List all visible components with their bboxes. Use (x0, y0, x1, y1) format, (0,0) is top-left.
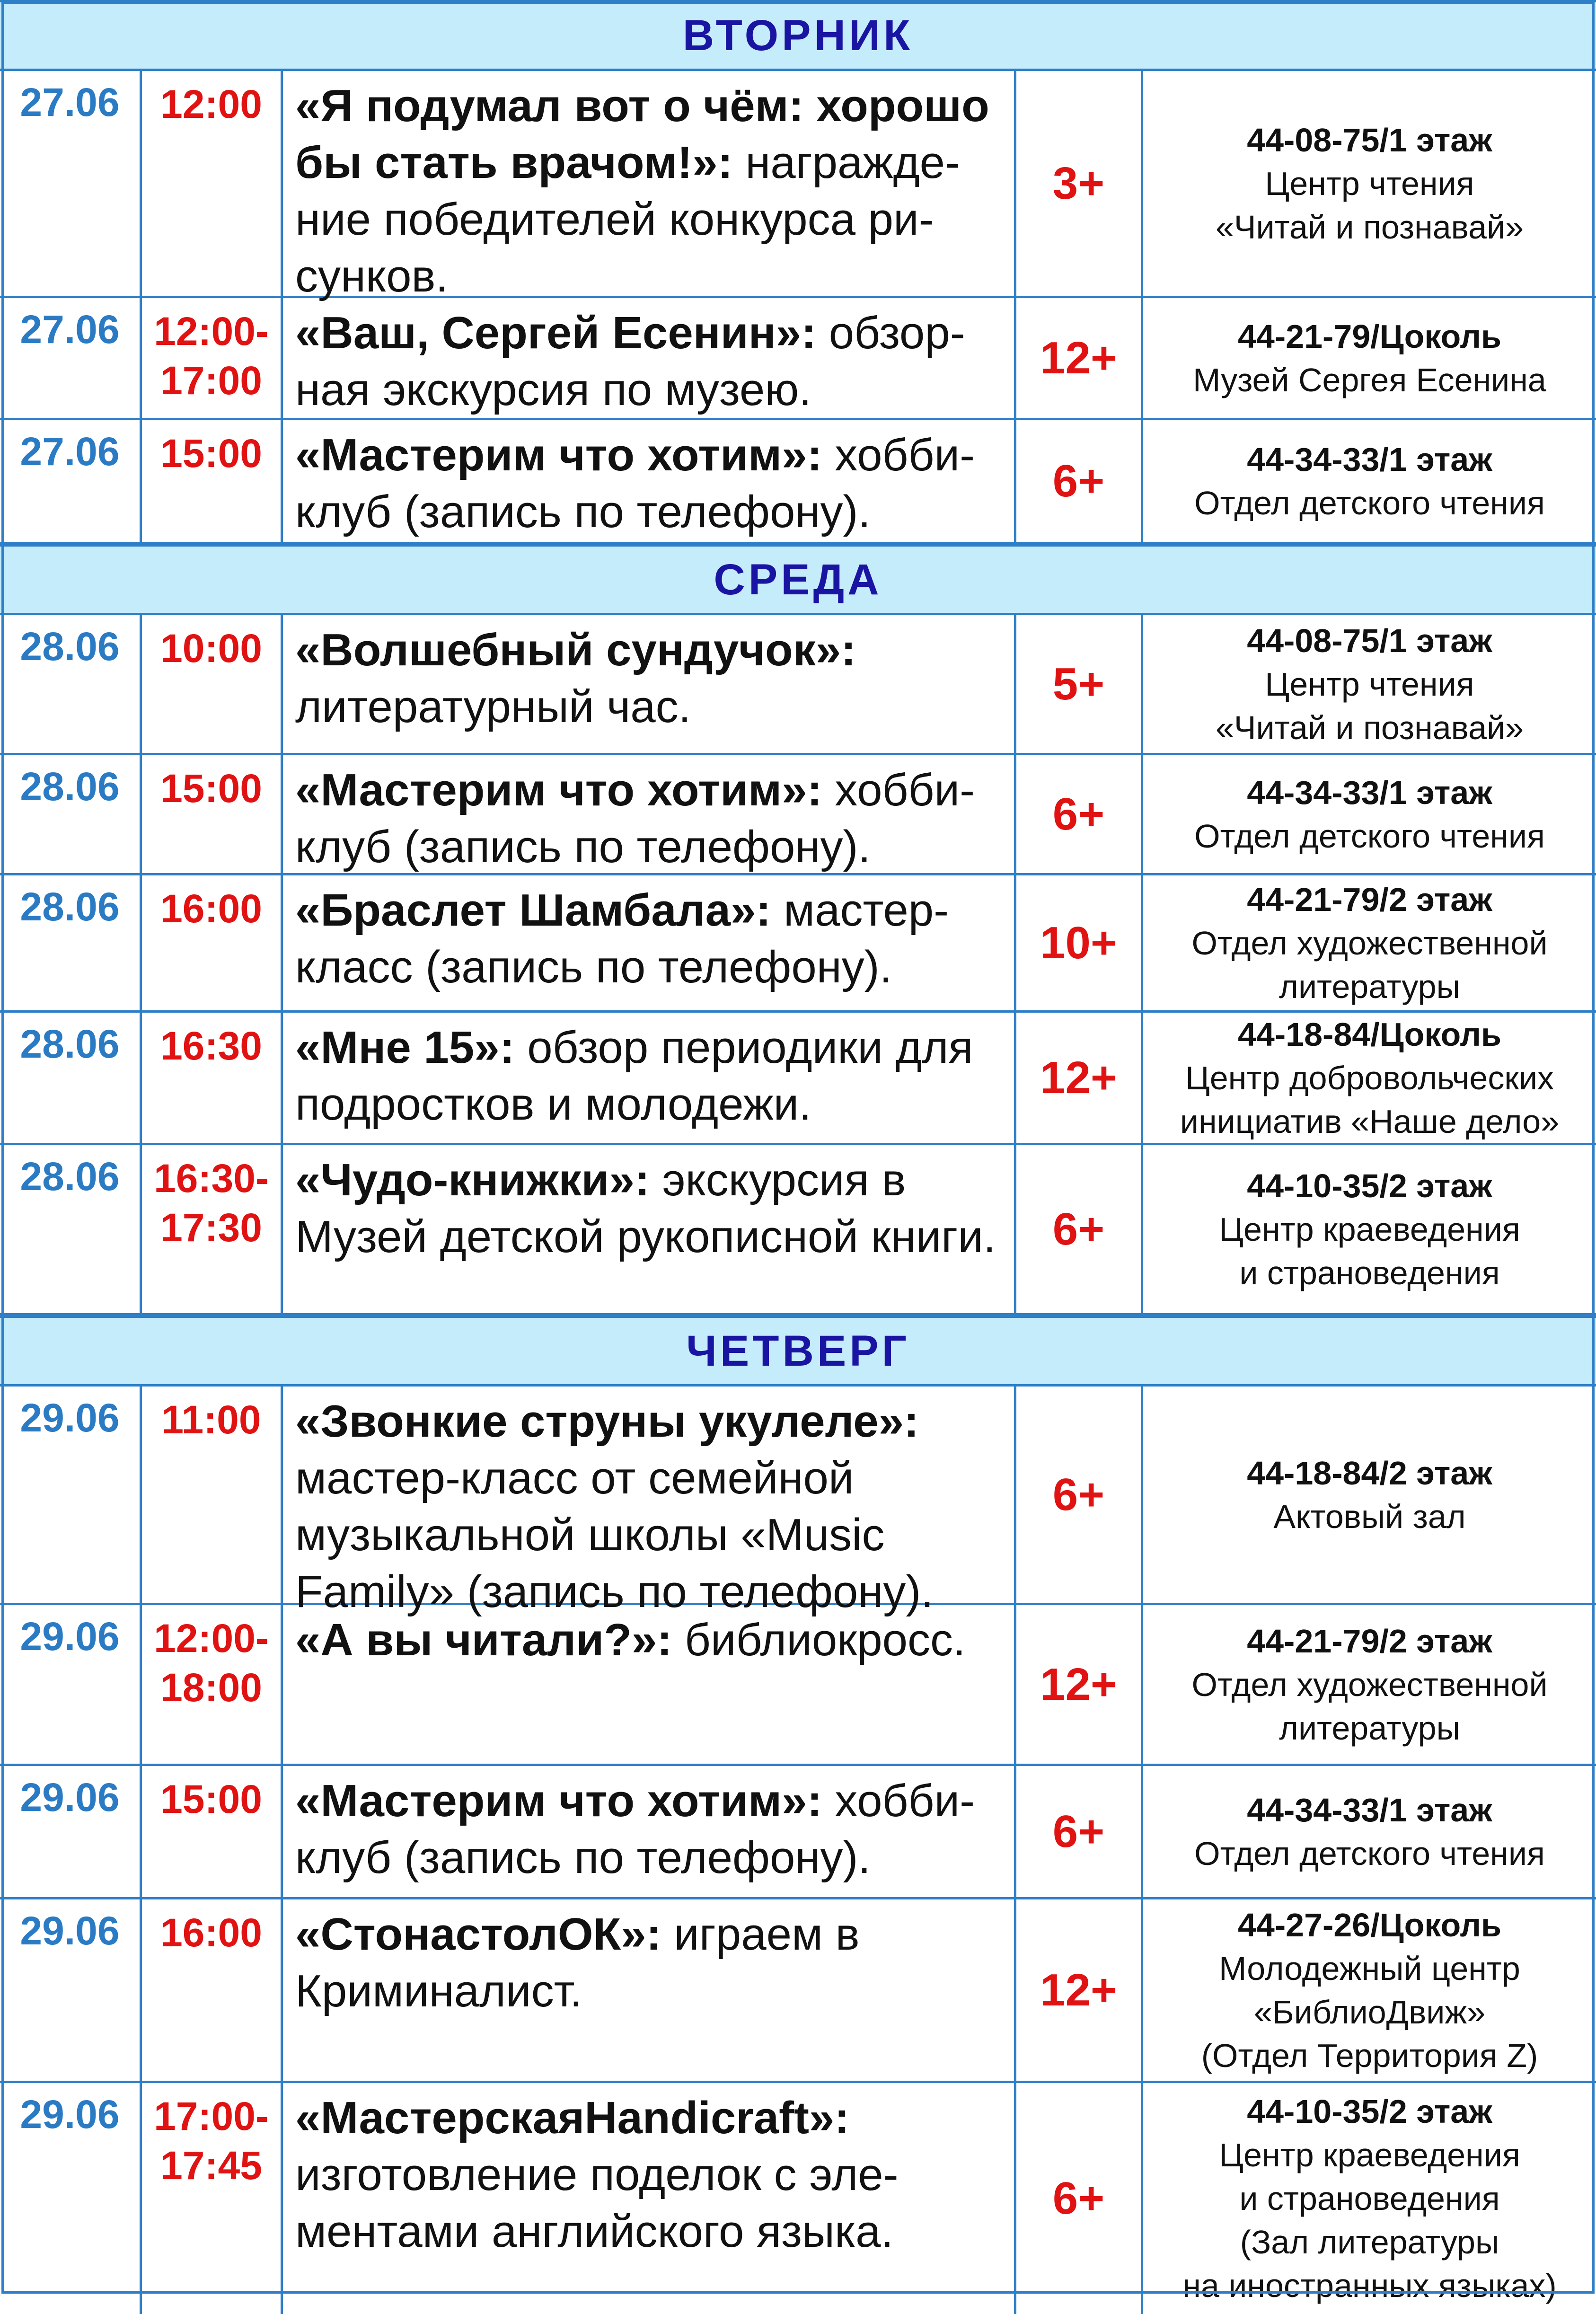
event-details: хобби-клуб (запись по телефону). (295, 430, 975, 537)
event-time (142, 1766, 283, 1897)
event-details: мастер-класс от семейной музыкальной школы «Music Family» (запись по телефону). (295, 1453, 934, 1617)
event-time (142, 1387, 283, 1603)
location-line: Отдел детского чтения (1194, 817, 1545, 855)
age-rating: 6+ (1016, 1766, 1143, 1897)
event-date: 28.06 (0, 1145, 142, 1313)
event-title: «Мастерим что хотим»: (295, 430, 822, 480)
event-row (0, 1013, 1596, 1145)
event-description (283, 875, 1016, 1010)
event-title: «Звонкие струны укулеле»: (295, 1396, 919, 1447)
location-line: (Зал литературы (1240, 2224, 1499, 2261)
event-row (0, 298, 1596, 420)
event-time-line: 16:30 (160, 1024, 262, 1068)
event-location (1143, 615, 1596, 753)
location-line: литературы (1279, 968, 1460, 1005)
event-details: хобби-клуб (запись по телефону). (295, 765, 975, 872)
location-line: Отдел художественной (1191, 1666, 1548, 1703)
location-line: Центр краеведения (1219, 1210, 1520, 1248)
event-details: экскурсия в Музей детской рукописной книги. (295, 1155, 996, 1262)
event-location (1143, 755, 1596, 873)
event-time-line: 16:00 (160, 1910, 262, 1955)
age-rating: 3+ (1016, 71, 1143, 296)
location-phone: 44-34-33/1 этаж (1247, 774, 1492, 811)
event-row (0, 1605, 1596, 1766)
event-location (1143, 420, 1596, 542)
event-date: 28.06 (0, 755, 142, 873)
age-rating: 12+ (1016, 1899, 1143, 2081)
event-time-line: 15:00 (160, 1777, 262, 1821)
event-description (283, 1387, 1016, 1617)
event-row (0, 875, 1596, 1013)
event-date: 29.06 (0, 1387, 142, 1603)
event-details: обзор-ная экскурсия по музею. (295, 308, 965, 415)
event-location (1143, 1387, 1596, 1603)
age-rating: 6+ (1016, 2083, 1143, 2314)
event-row (0, 755, 1596, 875)
location-line: Молодежный центр (1219, 1950, 1520, 1987)
event-row (0, 615, 1596, 755)
event-time (142, 1899, 283, 2081)
event-description (283, 420, 1016, 542)
event-title: «Браслет Шамбала»: (295, 885, 771, 936)
event-time-line: 17:00 (160, 358, 262, 403)
event-location (1143, 1899, 1596, 2081)
event-details: обзор периодики для подростков и молодежи. (295, 1022, 973, 1130)
event-time (142, 1605, 283, 1764)
age-rating: 6+ (1016, 420, 1143, 542)
location-line: и страноведения (1239, 1254, 1500, 1291)
location-phone: 44-21-79/Цоколь (1237, 318, 1502, 355)
event-title: «Ваш, Сергей Есенин»: (295, 308, 817, 358)
location-phone: 44-21-79/2 этаж (1247, 1622, 1492, 1660)
age-rating: 5+ (1016, 615, 1143, 753)
age-rating: 10+ (1016, 875, 1143, 1010)
event-time-line: 15:00 (160, 431, 262, 476)
event-date: 27.06 (0, 420, 142, 542)
event-details: изготовление поделок с эле-ментами английского языка. (295, 2149, 899, 2257)
event-location (1143, 1013, 1596, 1143)
event-time-line: 10:00 (160, 626, 262, 671)
age-rating: 12+ (1016, 1013, 1143, 1143)
event-time-line: 12:00- (154, 309, 269, 353)
event-description (283, 615, 1016, 753)
location-line: Актовый зал (1273, 1498, 1466, 1535)
event-title: «Я подумал вот о чём: хорошо бы стать врачом!»: (295, 80, 989, 188)
location-phone: 44-08-75/1 этаж (1247, 121, 1492, 159)
event-time-line: 17:00- (154, 2094, 269, 2138)
event-time (142, 875, 283, 1010)
event-location (1143, 71, 1596, 296)
event-description (283, 1766, 1016, 1897)
location-phone: 44-18-84/Цоколь (1237, 1016, 1502, 1053)
event-details: награжде-ние победителей конкурса ри-сунков. (295, 137, 961, 301)
event-location (1143, 1766, 1596, 1897)
event-time-line: 12:00 (160, 82, 262, 126)
location-line: Музей Сергея Есенина (1193, 361, 1546, 398)
event-time (142, 755, 283, 873)
location-line: (Отдел Территория Z) (1201, 2037, 1538, 2074)
location-phone: 44-10-35/2 этаж (1247, 2093, 1492, 2130)
event-details: играем в Криминалист. (295, 1909, 860, 2016)
event-time-line: 12:00- (154, 1616, 269, 1660)
location-phone: 44-18-84/2 этаж (1247, 1454, 1492, 1492)
event-row (0, 420, 1596, 544)
event-description (283, 1013, 1016, 1143)
event-title: «СтонастолОК»: (295, 1909, 661, 1960)
location-line: и страноведения (1239, 2180, 1500, 2217)
event-location (1143, 298, 1596, 418)
event-details: библиокросс. (684, 1615, 966, 1665)
event-title: «Мастерим что хотим»: (295, 1775, 822, 1826)
event-row (0, 1766, 1596, 1899)
event-description (283, 1899, 1016, 2081)
event-row (0, 1145, 1596, 1316)
event-time-line: 17:45 (160, 2143, 262, 2188)
day-header: ВТОРНИК (0, 0, 1596, 71)
event-time-line: 15:00 (160, 766, 262, 811)
event-location (1143, 875, 1596, 1010)
event-description (283, 298, 1016, 418)
location-phone: 44-21-79/2 этаж (1247, 881, 1492, 918)
age-rating: 6+ (1016, 1145, 1143, 1313)
age-rating: 12+ (1016, 298, 1143, 418)
event-date: 27.06 (0, 71, 142, 296)
event-row (0, 1899, 1596, 2083)
event-date: 28.06 (0, 615, 142, 753)
event-date: 29.06 (0, 1899, 142, 2081)
location-line: «Читай и познавай» (1215, 208, 1524, 246)
event-title: «А вы читали?»: (295, 1615, 672, 1665)
event-time-line: 16:30- (154, 1156, 269, 1201)
event-date: 27.06 (0, 298, 142, 418)
event-row (0, 1387, 1596, 1617)
event-date: 28.06 (0, 1013, 142, 1143)
location-line: «БиблиоДвиж» (1253, 1993, 1486, 2031)
event-title: «Мне 15»: (295, 1022, 515, 1073)
event-date: 28.06 (0, 875, 142, 1010)
location-line: Отдел детского чтения (1194, 484, 1545, 521)
event-title: «МастерскаяHandicraft»: (295, 2093, 850, 2143)
day-header: ЧЕТВЕРГ (0, 1316, 1596, 1387)
location-phone: 44-08-75/1 этаж (1247, 622, 1492, 659)
location-line: Отдел детского чтения (1194, 1835, 1545, 1872)
event-details: хобби-клуб (запись по телефону). (295, 1775, 975, 1883)
location-line: «Читай и познавай» (1215, 709, 1524, 746)
location-line: Центр добровольческих (1185, 1059, 1554, 1096)
location-phone: 44-34-33/1 этаж (1247, 1791, 1492, 1828)
event-row (0, 71, 1596, 301)
location-line: литературы (1279, 1709, 1460, 1747)
event-location (1143, 1145, 1596, 1313)
age-rating: 6+ (1016, 1387, 1143, 1603)
event-time-line: 16:00 (160, 886, 262, 931)
age-rating: 12+ (1016, 1605, 1143, 1764)
event-time-line: 17:30 (160, 1205, 262, 1250)
event-time-line: 18:00 (160, 1665, 262, 1710)
location-line: Центр чтения (1265, 165, 1474, 202)
event-description (283, 2083, 1016, 2314)
event-details: мастер-класс (запись по телефону). (295, 885, 949, 992)
age-rating: 6+ (1016, 755, 1143, 873)
event-time (142, 71, 283, 296)
event-time-line: 11:00 (161, 1397, 261, 1442)
event-description (283, 71, 1016, 301)
location-line: на иностранных языках) (1182, 2267, 1557, 2304)
location-phone: 44-27-26/Цоколь (1237, 1906, 1502, 1943)
location-line: Отдел художественной (1191, 924, 1548, 962)
event-row (0, 2083, 1596, 2314)
event-description (283, 755, 1016, 873)
day-header: СРЕДА (0, 544, 1596, 615)
event-date: 29.06 (0, 1605, 142, 1764)
event-details: литературный час. (295, 681, 691, 732)
event-date: 29.06 (0, 1766, 142, 1897)
event-title: «Мастерим что хотим»: (295, 765, 822, 815)
event-title: «Чудо-книжки»: (295, 1155, 650, 1205)
location-line: инициатив «Наше дело» (1180, 1103, 1560, 1140)
location-line: Центр краеведения (1219, 2137, 1520, 2173)
event-time (142, 420, 283, 542)
location-line: Центр чтения (1265, 665, 1474, 703)
event-time (142, 1145, 283, 1313)
event-time (142, 615, 283, 753)
event-title: «Волшебный сундучок»: (295, 625, 856, 675)
event-time (142, 298, 283, 418)
location-phone: 44-10-35/2 этаж (1247, 1167, 1492, 1204)
event-location (1143, 1605, 1596, 1764)
event-description (283, 1605, 1016, 1764)
event-time (142, 1013, 283, 1143)
location-phone: 44-34-33/1 этаж (1247, 441, 1492, 478)
event-description (283, 1145, 1016, 1313)
event-location (1143, 2083, 1596, 2314)
event-date: 29.06 (0, 2083, 142, 2314)
event-time (142, 2083, 283, 2314)
